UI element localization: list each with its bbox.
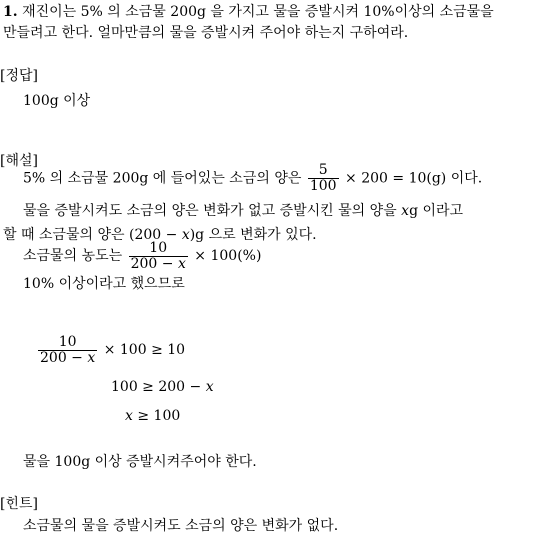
solution-line-3-post: )g 으로 변화가 있다. [189, 227, 317, 243]
hint-heading: [힌트] [0, 496, 38, 512]
solution-line-2 [23, 202, 463, 220]
variable-x: x [205, 379, 214, 395]
solution-line-4-post: × 100(%) [194, 248, 262, 264]
solution-line-4 [23, 240, 261, 272]
solution-line-2-post: g 이라고 [409, 203, 464, 219]
fraction-denominator [38, 350, 97, 366]
inequality-fraction [38, 335, 97, 366]
inequality-1-post: × 100 ≥ 10 [103, 342, 186, 358]
variable-x: x [87, 349, 96, 366]
answer-heading: [정답] [0, 68, 38, 84]
solution-line-1 [23, 163, 482, 194]
variable-x: x [125, 408, 133, 424]
inequality-3 [125, 407, 180, 425]
answer-value: 100g 이상 [23, 93, 91, 109]
problem-text-1: 재진이는 5% 의 소금물 200g 을 가지고 물을 증발시켜 10%이상의 소금물을 [22, 4, 494, 20]
solution-heading: [해설] [0, 153, 38, 169]
denominator-text: 200 − [40, 349, 83, 366]
variable-x: x [401, 203, 410, 219]
problem-statement-line-2: 만들려고 한다. 얼마만큼의 물을 증발시켜 주어야 하는지 구하여라. [3, 25, 409, 41]
solution-line-4-pre: 소금물의 농도는 [23, 248, 123, 264]
denominator-text: 200 − [130, 255, 174, 272]
problem-number: 1. [3, 4, 18, 20]
fraction-5-over-100 [308, 163, 339, 194]
fraction-denominator: 100 [309, 178, 337, 194]
variable-x: x [181, 227, 190, 243]
solution-line-3-pre: 할 때 소금물의 양은 (200 − [3, 227, 178, 243]
solution-line-5: 10% 이상이라고 했으므로 [23, 276, 185, 292]
inequality-2-text: 100 ≥ 200 − [111, 379, 202, 395]
hint-text: 소금물의 물을 증발시켜도 소금의 양은 변화가 없다. [23, 518, 339, 534]
variable-x: x [177, 255, 186, 272]
solution-line-2-pre: 물을 증발시켜도 소금의 양은 변화가 없고 증발시킨 물의 양을 [23, 203, 397, 219]
inequality-3-post: ≥ 100 [137, 408, 181, 424]
fraction-denominator [129, 256, 188, 272]
fraction-numerator: 5 [318, 162, 328, 178]
fraction-numerator: 10 [58, 333, 77, 350]
problem-statement-line-1 [3, 3, 494, 21]
solution-line-1-pre: 5% 의 소금물 200g 에 들어있는 소금의 양은 [23, 170, 302, 187]
fraction-numerator: 10 [149, 239, 168, 256]
concentration-fraction [129, 241, 188, 272]
inequality-2 [111, 378, 214, 396]
solution-conclusion: 물을 100g 이상 증발시켜주어야 한다. [23, 454, 257, 470]
inequality-1 [36, 333, 185, 367]
solution-line-1-post: × 200 = 10(g) 이다. [345, 170, 483, 187]
